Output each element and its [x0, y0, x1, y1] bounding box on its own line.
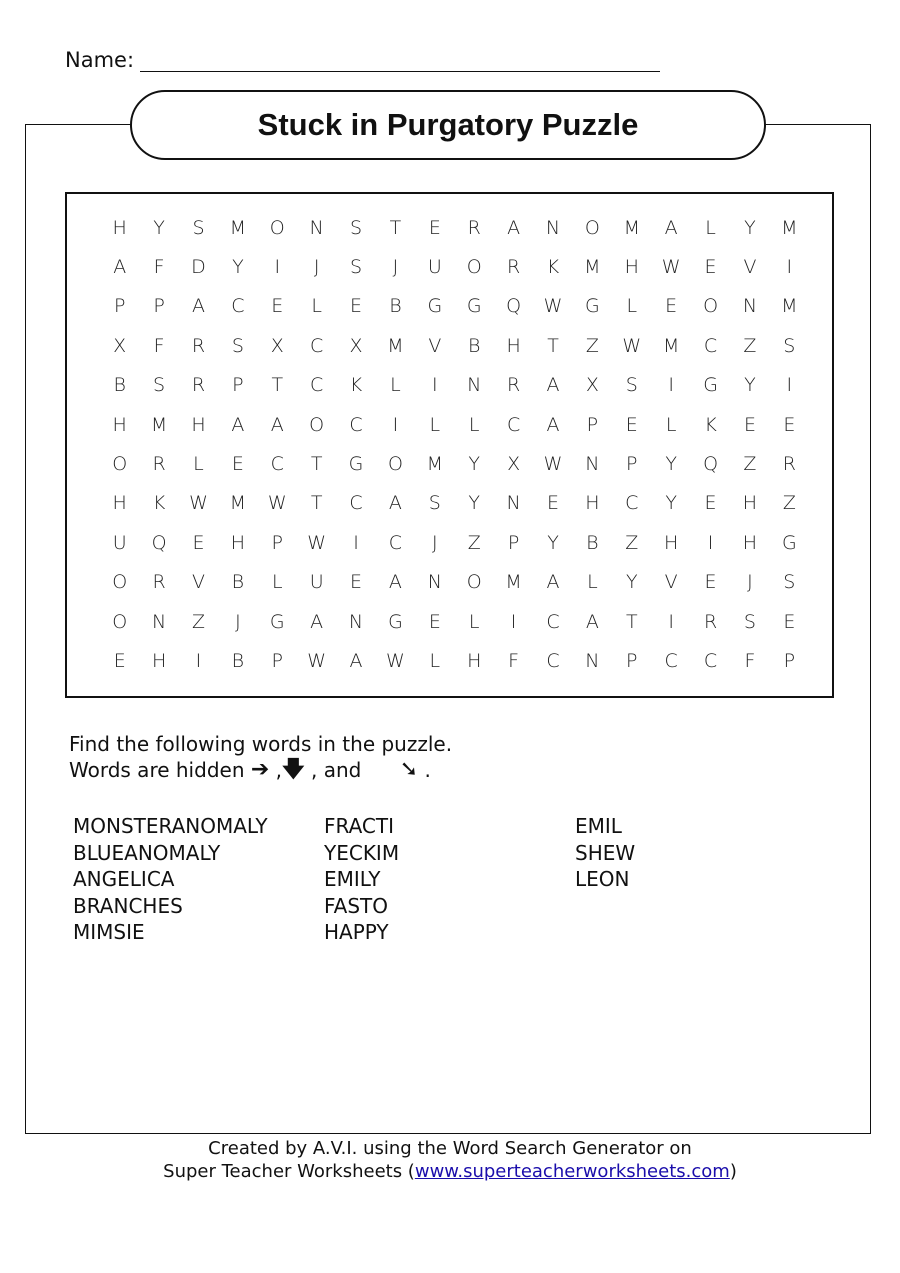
grid-letter: K: [152, 492, 166, 515]
grid-letter: H: [191, 413, 206, 436]
instructions-line-2: [69, 757, 452, 783]
word-item: ANGELICA: [73, 867, 175, 891]
grid-letter: S: [743, 610, 756, 633]
grid-letter: P: [783, 649, 796, 672]
grid-letter: G: [703, 374, 718, 397]
grid-letter: W: [661, 256, 681, 279]
grid-letter: R: [782, 453, 796, 476]
grid-letter: H: [742, 531, 758, 554]
grid-letter: A: [231, 413, 245, 436]
grid-letter: I: [392, 413, 399, 436]
grid-letter: P: [232, 374, 244, 397]
grid-letter: N: [506, 492, 521, 515]
grid-letter: M: [229, 216, 247, 239]
grid-letter: H: [112, 216, 127, 239]
grid-letter: F: [508, 649, 520, 672]
grid-letter: Z: [585, 334, 599, 357]
arrow-down-icon: 🡇: [282, 757, 305, 782]
grid-letter: T: [310, 453, 323, 476]
grid-letter: H: [467, 649, 482, 672]
footer-prefix: Super Teacher Worksheets (: [163, 1161, 415, 1182]
grid-letter: J: [747, 571, 753, 594]
grid-letter: H: [230, 531, 246, 554]
grid-letter: G: [348, 453, 364, 476]
grid-letter: P: [153, 295, 165, 318]
grid-letter: A: [546, 374, 560, 397]
grid-letter: W: [622, 334, 642, 357]
grid-letter: S: [625, 374, 638, 397]
grid-letter: E: [743, 413, 756, 436]
title-banner: [130, 90, 766, 160]
grid-letter: L: [468, 610, 480, 633]
grid-letter: A: [310, 610, 324, 633]
grid-letter: O: [466, 256, 482, 279]
grid-letter: B: [113, 374, 126, 397]
word-item: EMILY: [324, 867, 381, 891]
grid-letter: Y: [468, 492, 481, 515]
grid-letter: J: [392, 256, 399, 279]
grid-letter: L: [429, 649, 441, 672]
grid-letter: O: [466, 571, 482, 594]
grid-letter: L: [587, 571, 598, 594]
grid-letter: S: [350, 216, 363, 239]
footer: [0, 1137, 900, 1183]
grid-letter: S: [428, 492, 441, 515]
grid-letter: E: [704, 256, 717, 279]
grid-letter: C: [625, 492, 639, 515]
separator-1: ,: [269, 758, 283, 782]
grid-letter: E: [428, 216, 441, 239]
grid-letter: I: [786, 256, 793, 279]
word-item: FRACTI: [324, 814, 394, 838]
footer-suffix: ): [729, 1161, 737, 1182]
grid-letter: Z: [743, 334, 757, 357]
grid-letter: Z: [191, 610, 205, 633]
grid-letter: X: [585, 374, 599, 397]
grid-letter: E: [625, 413, 638, 436]
grid-letter: B: [586, 531, 599, 554]
grid-letter: L: [705, 216, 716, 239]
grid-letter: X: [113, 334, 127, 357]
grid-letter: M: [426, 453, 444, 476]
grid-letter: I: [786, 374, 793, 397]
grid-letter: O: [703, 295, 719, 318]
grid-letter: H: [151, 649, 167, 672]
grid-letter: E: [428, 610, 441, 633]
grid-letter: C: [664, 649, 678, 672]
grid-letter: C: [270, 453, 284, 476]
grid-letter: Y: [665, 492, 677, 515]
word-item: FASTO: [324, 893, 389, 918]
grid-letter: Y: [232, 256, 244, 279]
footer-link[interactable]: www.superteacherworksheets.com: [414, 1161, 730, 1182]
grid-letter: Y: [547, 531, 559, 554]
grid-letter: V: [664, 571, 678, 594]
grid-letter: W: [189, 492, 208, 515]
grid-letter: L: [390, 374, 401, 397]
grid-letter: H: [742, 492, 758, 515]
grid-letter: I: [668, 610, 674, 633]
grid-letter: L: [271, 571, 283, 594]
grid-letter: O: [269, 216, 285, 239]
grid-letter: N: [151, 610, 167, 633]
grid-letter: I: [668, 374, 674, 397]
grid-letter: A: [270, 413, 284, 436]
grid-letter: N: [545, 216, 561, 239]
instructions-line-1: Find the following words in the puzzle.: [69, 732, 453, 756]
grid-letter: A: [585, 610, 599, 633]
name-field-row: [65, 48, 660, 72]
grid-letter: C: [310, 334, 324, 357]
grid-letter: E: [231, 453, 244, 476]
grid-letter: Y: [744, 216, 756, 239]
grid-letter: L: [193, 453, 204, 476]
grid-letter: R: [152, 453, 166, 476]
grid-letter: R: [152, 571, 166, 594]
grid-letter: W: [386, 649, 405, 672]
grid-letter: M: [505, 571, 522, 594]
grid-letter: L: [665, 413, 677, 436]
grid-letter: A: [664, 216, 678, 239]
page-title: Stuck in Purgatory Puzzle: [257, 107, 639, 142]
grid-letter: S: [783, 571, 796, 594]
grid-letter: G: [427, 295, 443, 318]
grid-letter: C: [546, 649, 560, 672]
grid-letter: E: [113, 649, 126, 672]
footer-line-2: [0, 1160, 900, 1183]
separator-2: , and: [304, 758, 368, 782]
grid-letter: E: [546, 492, 559, 515]
grid-letter: P: [507, 531, 520, 554]
grid-letter: H: [112, 492, 127, 515]
grid-letter: C: [703, 334, 718, 357]
grid-letter: W: [307, 531, 327, 554]
grid-letter: U: [427, 256, 442, 279]
grid-letter: L: [468, 413, 480, 436]
grid-letter: O: [112, 610, 128, 633]
grid-letter: P: [113, 295, 126, 318]
grid-letter: T: [271, 374, 284, 397]
word-item: SHEW: [575, 840, 636, 865]
grid-letter: N: [585, 453, 600, 476]
word-item: MONSTERANOMALY: [73, 814, 268, 838]
grid-letter: B: [389, 295, 402, 318]
grid-letter: Y: [468, 453, 481, 476]
grid-letter: M: [229, 492, 247, 515]
grid-letter: R: [191, 334, 206, 357]
grid-letter: W: [307, 649, 327, 672]
grid-letter: J: [432, 531, 438, 554]
grid-letter: C: [546, 610, 560, 633]
grid-letter: F: [153, 334, 165, 357]
grid-letter: I: [274, 256, 281, 279]
grid-letter: H: [585, 492, 600, 515]
grid-letter: T: [625, 610, 638, 633]
grid-letter: T: [310, 492, 323, 515]
grid-letter: U: [309, 571, 324, 594]
grid-letter: H: [112, 413, 127, 436]
word-item: HAPPY: [324, 920, 389, 944]
grid-letter: E: [704, 571, 717, 594]
grid-letter: P: [271, 649, 283, 672]
footer-line-1: Created by A.V.I. using the Word Search Generator on: [208, 1138, 692, 1159]
grid-letter: V: [191, 571, 205, 594]
grid-letter: L: [311, 295, 322, 318]
grid-letter: Z: [625, 531, 639, 554]
grid-letter: E: [783, 413, 796, 436]
name-write-line[interactable]: [140, 49, 660, 72]
grid-letter: R: [703, 610, 718, 633]
grid-letter: I: [707, 531, 714, 554]
grid-letter: P: [586, 413, 599, 436]
grid-letter: M: [662, 334, 680, 357]
grid-letter: V: [428, 334, 442, 357]
grid-letter: Z: [743, 453, 757, 476]
grid-letter: C: [349, 413, 363, 436]
grid-letter: Y: [625, 571, 638, 594]
word-item: MIMSIE: [73, 920, 145, 944]
instructions: [69, 731, 452, 783]
grid-letter: C: [388, 531, 403, 554]
grid-letter: P: [626, 453, 638, 476]
grid-letter: R: [191, 374, 206, 397]
instructions-end: .: [418, 758, 431, 782]
grid-letter: X: [270, 334, 284, 357]
grid-letter: E: [192, 531, 205, 554]
grid-letter: O: [309, 413, 325, 436]
grid-letter: I: [510, 610, 517, 633]
grid-letter: M: [623, 216, 640, 239]
grid-letter: O: [112, 453, 128, 476]
grid-letter: N: [427, 571, 442, 594]
grid-letter: E: [704, 492, 717, 515]
grid-letter: H: [624, 256, 639, 279]
grid-letter: C: [310, 374, 324, 397]
grid-letter: S: [350, 256, 363, 279]
grid-letter: W: [543, 295, 563, 318]
grid-letter: B: [231, 571, 245, 594]
grid-letter: L: [626, 295, 638, 318]
arrow-right-icon: ➔: [250, 757, 270, 782]
word-item: BRANCHES: [73, 893, 183, 918]
grid-letter: N: [742, 295, 758, 318]
grid-letter: E: [665, 295, 678, 318]
grid-letter: G: [269, 610, 285, 633]
grid-letter: E: [783, 610, 796, 633]
grid-letter: X: [507, 453, 521, 476]
grid-letter: H: [664, 531, 679, 554]
word-item: LEON: [575, 867, 630, 891]
grid-letter: C: [349, 492, 363, 515]
grid-letter: Z: [467, 531, 481, 554]
grid-letter: Z: [782, 492, 796, 515]
grid-letter: D: [191, 256, 206, 279]
grid-letter: I: [195, 649, 202, 672]
letter-grid: [100, 208, 809, 681]
grid-letter: N: [467, 374, 482, 397]
grid-letter: M: [781, 216, 798, 239]
grid-letter: K: [349, 374, 363, 397]
grid-letter: X: [349, 334, 363, 357]
word-item: YECKIM: [324, 840, 400, 865]
grid-letter: M: [150, 413, 168, 436]
word-item: BLUEANOMALY: [73, 840, 221, 865]
grid-letter: K: [546, 256, 560, 279]
word-item: EMIL: [575, 814, 622, 838]
grid-letter: E: [350, 571, 363, 594]
word-column: [575, 813, 715, 946]
grid-letter: H: [506, 334, 521, 357]
grid-letter: Y: [665, 453, 677, 476]
grid-letter: Q: [151, 531, 167, 554]
grid-letter: S: [783, 334, 796, 357]
word-list: [73, 813, 713, 946]
grid-letter: G: [781, 531, 797, 554]
grid-letter: A: [546, 413, 560, 436]
grid-letter: N: [585, 649, 600, 672]
grid-letter: E: [271, 295, 284, 318]
grid-letter: W: [543, 453, 563, 476]
grid-letter: Y: [153, 216, 165, 239]
grid-letter: G: [585, 295, 600, 318]
grid-letter: Q: [703, 453, 719, 476]
grid-letter: F: [153, 256, 165, 279]
grid-letter: R: [467, 216, 481, 239]
grid-letter: A: [388, 492, 402, 515]
grid-letter: O: [584, 216, 600, 239]
grid-letter: V: [743, 256, 757, 279]
grid-letter: A: [349, 649, 363, 672]
grid-letter: M: [584, 256, 601, 279]
grid-letter: N: [348, 610, 364, 633]
grid-letter: S: [192, 216, 205, 239]
grid-letter: A: [191, 295, 205, 318]
grid-letter: O: [112, 571, 128, 594]
grid-letter: R: [507, 374, 521, 397]
word-column: [73, 813, 324, 946]
grid-letter: T: [547, 334, 559, 357]
grid-letter: F: [744, 649, 756, 672]
grid-letter: E: [350, 295, 363, 318]
grid-letter: A: [546, 571, 560, 594]
grid-letter: P: [271, 531, 283, 554]
grid-letter: J: [235, 610, 241, 633]
grid-letter: G: [388, 610, 403, 633]
grid-letter: I: [353, 531, 359, 554]
grid-letter: Q: [506, 295, 522, 318]
grid-letter: A: [113, 256, 127, 279]
grid-letter: O: [387, 453, 403, 476]
grid-letter: C: [506, 413, 521, 436]
grid-letter: A: [388, 571, 402, 594]
grid-letter: U: [112, 531, 127, 554]
grid-letter: C: [703, 649, 718, 672]
grid-letter: Y: [744, 374, 756, 397]
grid-letter: J: [313, 256, 320, 279]
grid-letter: M: [781, 295, 798, 318]
grid-letter: R: [507, 256, 521, 279]
grid-letter: I: [432, 374, 438, 397]
grid-letter: P: [626, 649, 638, 672]
instructions-prefix: Words are hidden: [69, 758, 251, 782]
grid-letter: G: [466, 295, 482, 318]
grid-letter: B: [231, 649, 245, 672]
name-label: Name:: [65, 48, 135, 72]
grid-letter: S: [231, 334, 244, 357]
grid-letter: C: [231, 295, 245, 318]
arrow-diagonal-icon: ➘: [399, 757, 419, 782]
grid-letter: K: [704, 413, 717, 436]
grid-letter: A: [507, 216, 521, 239]
grid-letter: W: [267, 492, 287, 515]
grid-letter: N: [309, 216, 324, 239]
grid-letter: S: [153, 374, 166, 397]
word-column: [324, 813, 575, 946]
grid-letter: B: [467, 334, 481, 357]
grid-letter: L: [429, 413, 441, 436]
grid-letter: M: [387, 334, 404, 357]
grid-letter: T: [389, 216, 402, 239]
